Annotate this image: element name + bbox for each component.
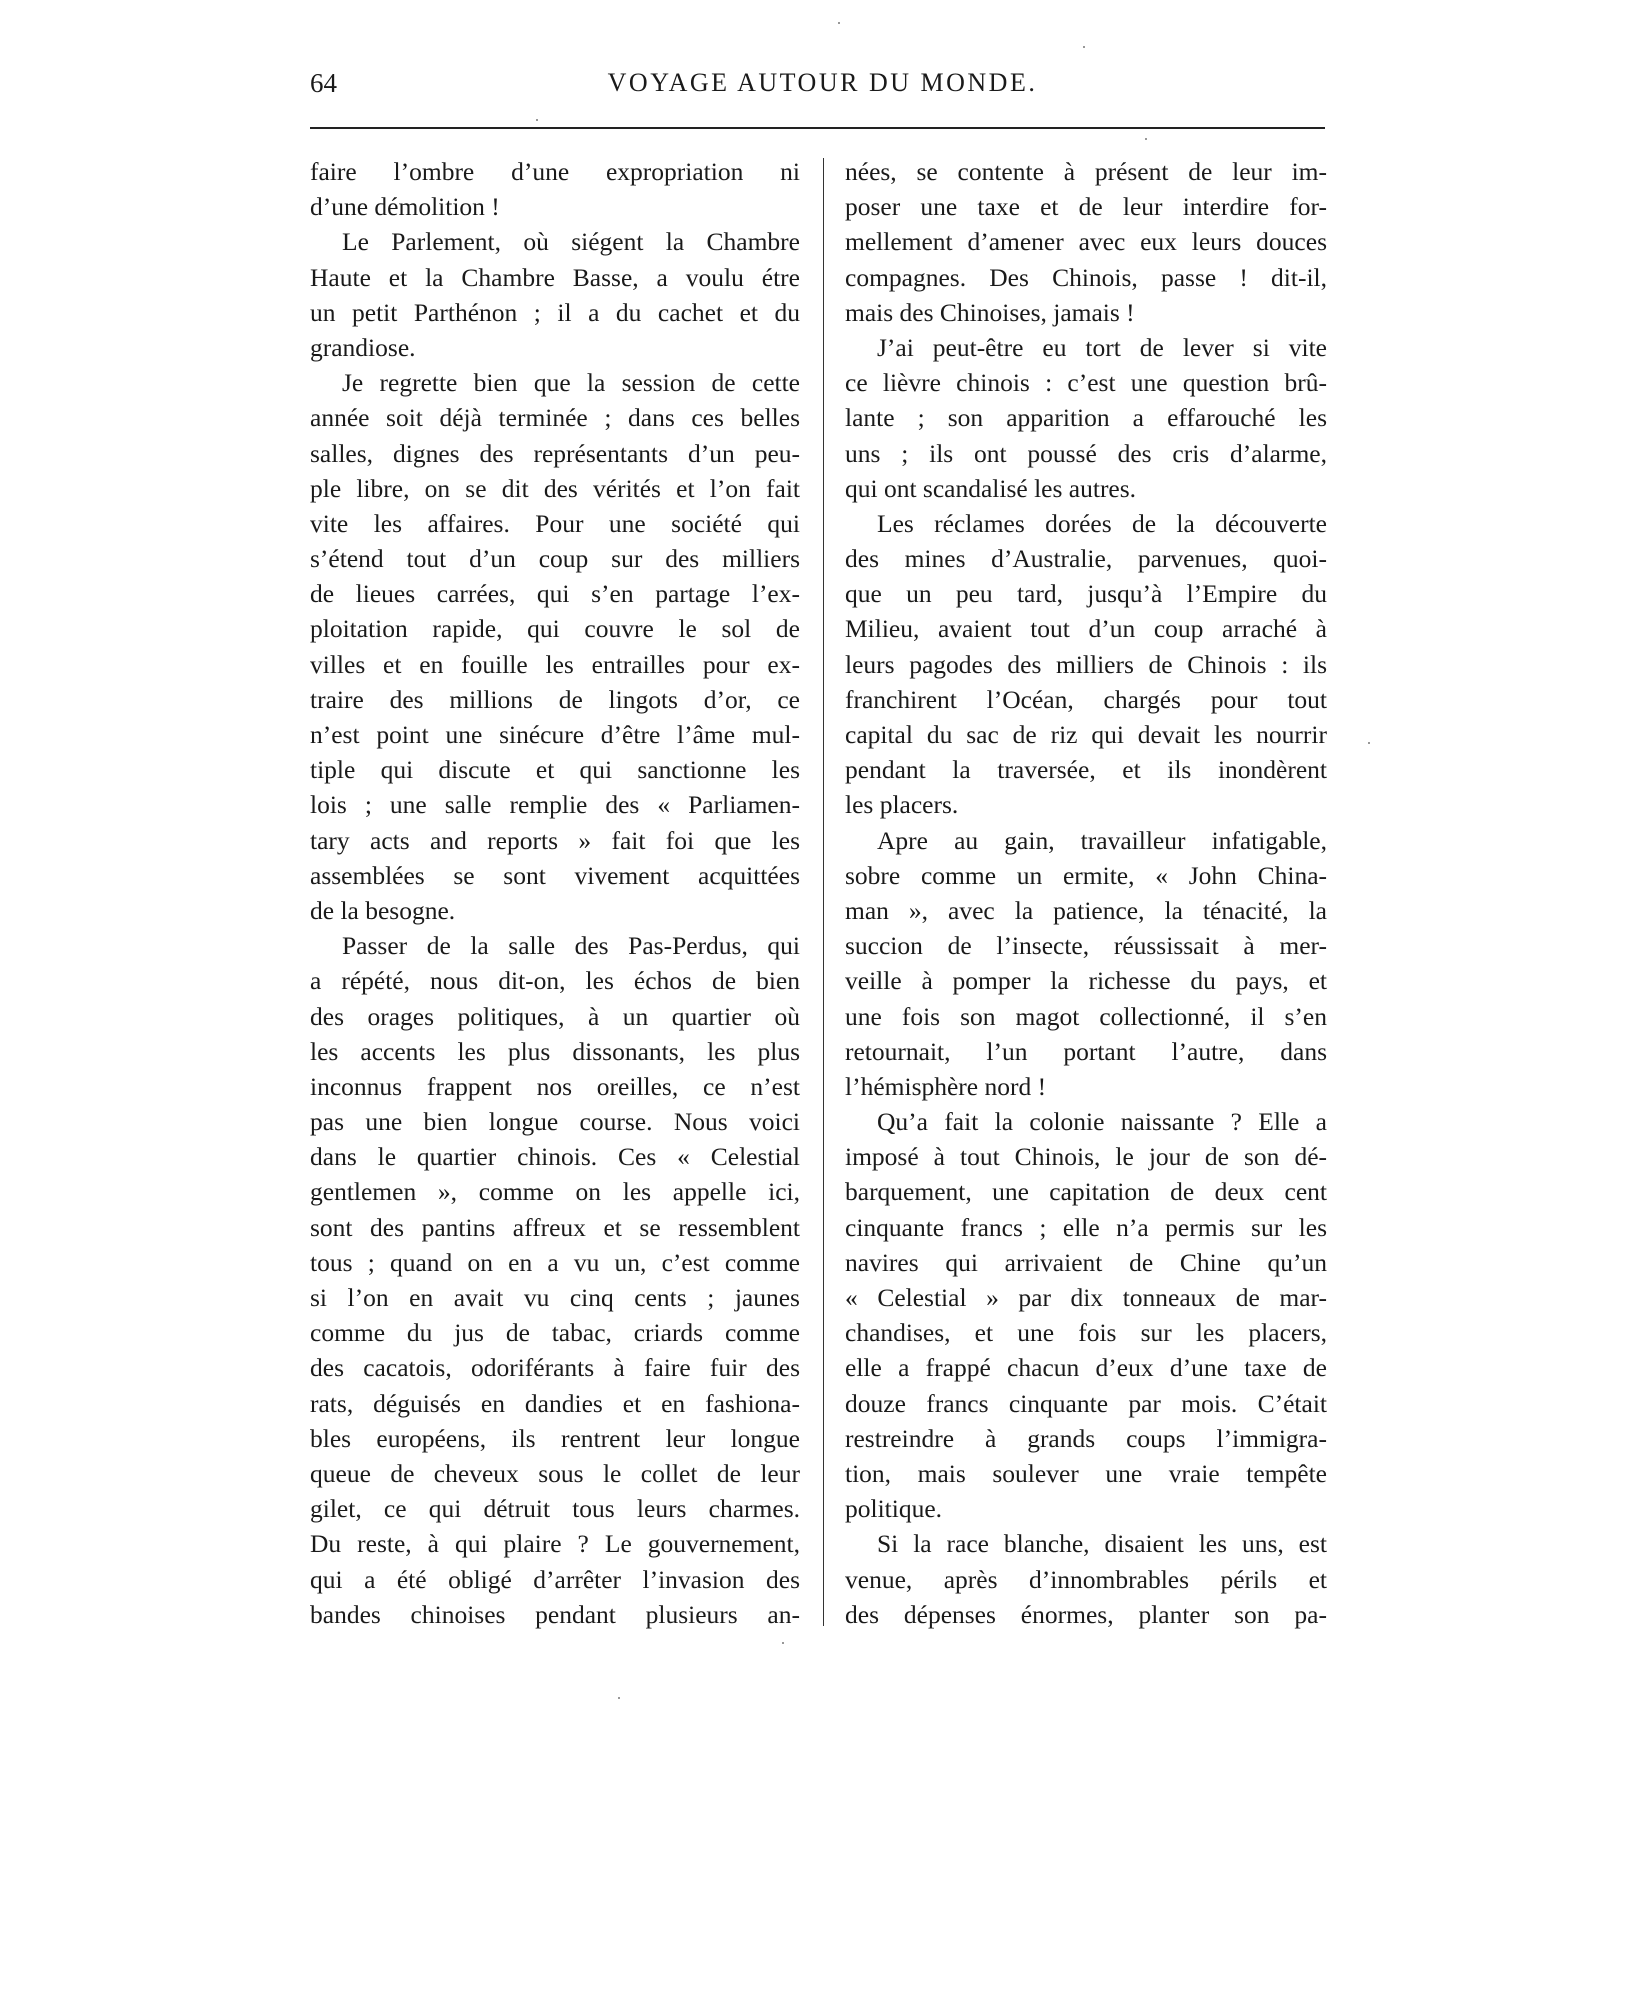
text-line: mellement d’amener avec eux leurs douces — [845, 227, 1327, 257]
text-line: navires qui arrivaient de Chine qu’un — [845, 1247, 1327, 1277]
text-line: de la besogne. — [310, 895, 456, 925]
text-line: « Celestial » par dix tonneaux de mar- — [845, 1283, 1327, 1312]
text-line: une fois son magot collectionné, il s’en — [845, 1001, 1327, 1031]
text-line: gilet, ce qui détruit tous leurs charmes. — [310, 1494, 800, 1524]
text-line: qui ont scandalisé les autres. — [845, 473, 1137, 503]
text-line: nées, se contente à présent de leur im- — [845, 157, 1327, 186]
text-line: l’hémisphère nord ! — [845, 1071, 1047, 1101]
text-line: venue, après d’innombrables périls et — [845, 1564, 1327, 1594]
text-line: man », avec la patience, la ténacité, la — [845, 895, 1327, 925]
text-line: leurs pagodes des milliers de Chinois : ils — [845, 649, 1327, 679]
text-line: comme du jus de tabac, criards comme — [310, 1318, 800, 1348]
text-line: faire l’ombre d’une expropriation ni — [310, 157, 800, 186]
text-line: uns ; ils ont poussé des cris d’alarme, — [845, 438, 1327, 468]
text-line: Qu’a fait la colonie naissante ? Elle a — [877, 1107, 1327, 1137]
text-line: imposé à tout Chinois, le jour de son dé- — [845, 1142, 1327, 1172]
text-line: que un peu tard, jusqu’à l’Empire du — [845, 579, 1327, 609]
text-line: Haute et la Chambre Basse, a voulu étre — [310, 262, 800, 292]
running-head — [310, 68, 1325, 108]
scan-speck — [782, 1642, 784, 1644]
text-line: des dépenses énormes, planter son pa- — [845, 1599, 1327, 1629]
text-line: chandises, et une fois sur les placers, — [845, 1318, 1327, 1348]
text-line: mais des Chinoises, jamais ! — [845, 297, 1135, 327]
text-line: Passer de la salle des Pas-Perdus, qui — [342, 931, 800, 961]
text-line: douze francs cinquante par mois. C’était — [845, 1388, 1327, 1418]
right-column — [845, 154, 1327, 1632]
text-line: veille à pomper la richesse du pays, et — [845, 966, 1327, 996]
text-line: Milieu, avaient tout d’un coup arraché à — [845, 614, 1327, 644]
text-line: année soit déjà terminée ; dans ces belles — [310, 403, 800, 433]
text-line: bandes chinoises pendant plusieurs an- — [310, 1599, 800, 1629]
text-line: si l’on en avait vu cinq cents ; jaunes — [310, 1283, 800, 1312]
text-line: pendant la traversée, et ils inondèrent — [845, 755, 1327, 785]
scan-speck — [536, 119, 538, 121]
text-line: assemblées se sont vivement acquittées — [310, 860, 800, 890]
text-line: des mines d’Australie, parvenues, quoi- — [845, 544, 1327, 574]
text-line: les accents les plus dissonants, les plus — [310, 1036, 800, 1066]
text-line: d’une démolition ! — [310, 192, 500, 222]
text-line: un petit Parthénon ; il a du cachet et du — [310, 297, 800, 327]
text-line: barquement, une capitation de deux cent — [845, 1177, 1327, 1207]
scan-speck — [1368, 742, 1370, 744]
text-line: les placers. — [845, 790, 959, 820]
scan-speck — [1145, 138, 1147, 140]
scan-speck — [838, 22, 840, 24]
text-line: s’étend tout d’un coup sur des milliers — [310, 544, 800, 574]
text-line: de lieues carrées, qui s’en partage l’ex- — [310, 579, 800, 609]
text-line: des cacatois, odoriférants à faire fuir des — [310, 1353, 800, 1383]
text-line: compagnes. Des Chinois, passe ! dit-il, — [845, 262, 1327, 292]
text-line: poser une taxe et de leur interdire for- — [845, 192, 1327, 222]
text-line: sobre comme un ermite, « John China- — [845, 860, 1327, 890]
text-line: pas une bien longue course. Nous voici — [310, 1107, 800, 1137]
text-line: Je regrette bien que la session de cette — [342, 368, 800, 398]
text-line: Du reste, à qui plaire ? Le gouvernement, — [310, 1529, 800, 1559]
text-line: politique. — [845, 1494, 943, 1524]
text-line: ple libre, on se dit des vérités et l’on fait — [310, 473, 800, 503]
scan-speck — [1083, 46, 1085, 48]
text-line: Apre au gain, travailleur infatigable, — [877, 825, 1327, 855]
text-line: elle a frappé chacun d’eux d’une taxe de — [845, 1353, 1327, 1383]
text-line: grandiose. — [310, 332, 416, 362]
text-line: J’ai peut-être eu tort de lever si vite — [877, 332, 1327, 362]
text-line: queue de cheveux sous le collet de leur — [310, 1458, 800, 1488]
text-line: succion de l’insecte, réussissait à mer- — [845, 931, 1327, 961]
text-line: dans le quartier chinois. Ces « Celestial — [310, 1142, 800, 1172]
text-line: tion, mais soulever une vraie tempête — [845, 1458, 1327, 1488]
scan-speck — [618, 1697, 620, 1699]
text-line: traire des millions de lingots d’or, ce — [310, 684, 800, 714]
text-line: des orages politiques, à un quartier où — [310, 1001, 800, 1031]
text-line: Les réclames dorées de la découverte — [877, 508, 1327, 538]
text-line: inconnus frappent nos oreilles, ce n’est — [310, 1071, 800, 1101]
text-line: salles, dignes des représentants d’un peu- — [310, 438, 800, 468]
text-line: villes et en fouille les entrailles pour ex- — [310, 649, 800, 679]
text-line: sont des pantins affreux et se ressemblent — [310, 1212, 800, 1242]
text-line: bles européens, ils rentrent leur longue — [310, 1423, 800, 1453]
text-line: n’est point une sinécure d’être l’âme mul- — [310, 720, 800, 749]
column-separator — [823, 158, 824, 1626]
text-line: Si la race blanche, disaient les uns, est — [877, 1529, 1327, 1559]
text-line: franchirent l’Océan, chargés pour tout — [845, 684, 1327, 714]
text-line: a répété, nous dit-on, les échos de bien — [310, 966, 800, 996]
text-line: vite les affaires. Pour une société qui — [310, 508, 800, 538]
text-line: tous ; quand on en a vu un, c’est comme — [310, 1247, 800, 1277]
text-line: tary acts and reports » fait foi que les — [310, 825, 800, 855]
text-line: rats, déguisés en dandies et en fashiona- — [310, 1388, 800, 1418]
text-line: Le Parlement, où siégent la Chambre — [342, 227, 800, 257]
text-line: gentlemen », comme on les appelle ici, — [310, 1177, 800, 1207]
text-line: ploitation rapide, qui couvre le sol de — [310, 614, 800, 644]
text-line: lante ; son apparition a effarouché les — [845, 403, 1327, 433]
text-line: ce lièvre chinois : c’est une question brû- — [845, 368, 1327, 398]
text-line: lois ; une salle remplie des « Parliamen- — [310, 790, 800, 820]
header-rule — [310, 127, 1325, 129]
text-line: qui a été obligé d’arrêter l’invasion des — [310, 1564, 800, 1594]
text-line: restreindre à grands coups l’immigra- — [845, 1423, 1327, 1453]
running-title: VOYAGE AUTOUR DU MONDE. — [607, 68, 1038, 97]
text-line: tiple qui discute et qui sanctionne les — [310, 755, 800, 785]
text-line: retournait, l’un portant l’autre, dans — [845, 1036, 1327, 1066]
text-line: capital du sac de riz qui devait les nourrir — [845, 720, 1327, 749]
page-number: 64 — [310, 68, 337, 98]
text-line: cinquante francs ; elle n’a permis sur les — [845, 1212, 1327, 1242]
left-column — [310, 154, 800, 1632]
